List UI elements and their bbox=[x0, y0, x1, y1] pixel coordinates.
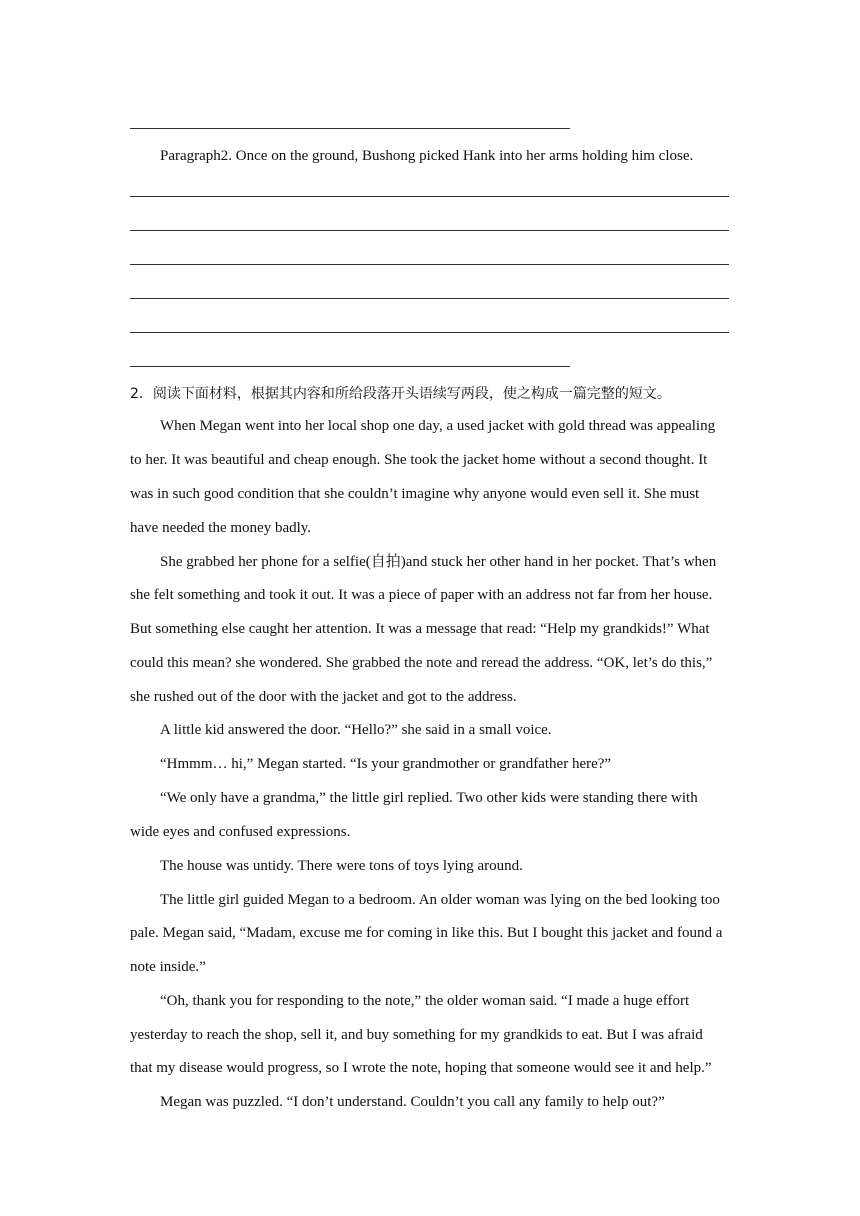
passage-line: A little kid answered the door. “Hello?” she said in a small voice. bbox=[160, 722, 552, 738]
passage-line: she rushed out of the door with the jacket and got to the address. bbox=[130, 689, 517, 705]
passage-line: “Oh, thank you for responding to the note,” the older woman said. “I made a huge effort bbox=[160, 993, 690, 1009]
passage-line: But something else caught her attention. It was a message that read: “Help my grandkids!” What bbox=[130, 621, 710, 637]
passage-line: was in such good condition that she couldn’t imagine why anyone would even sell it. She must bbox=[130, 486, 700, 502]
passage-line: that my disease would progress, so I wrote the note, hoping that someone would see it and help.” bbox=[130, 1060, 712, 1076]
passage-line: “We only have a grandma,” the little girl replied. Two other kids were standing there with bbox=[160, 790, 698, 806]
passage-line: Megan was puzzled. “I don’t understand. Couldn’t you call any family to help out?” bbox=[160, 1094, 665, 1110]
answer-line bbox=[130, 196, 729, 197]
passage-line: pale. Megan said, “Madam, excuse me for coming in like this. But I bought this jacket and found a bbox=[130, 925, 723, 941]
answer-line bbox=[130, 332, 729, 333]
passage-line: The little girl guided Megan to a bedroom. An older woman was lying on the bed looking too bbox=[160, 892, 720, 908]
passage-line: have needed the money badly. bbox=[130, 520, 312, 536]
passage-line: could this mean? she wondered. She grabbed the note and reread the address. “OK, let’s do this,” bbox=[130, 655, 713, 671]
question-2-instruction: 2．阅读下面材料，根据其内容和所给段落开头语续写两段，使之构成一篇完整的短文。 bbox=[130, 386, 671, 402]
answer-line bbox=[130, 230, 729, 231]
paragraph2-prompt: Paragraph2. Once on the ground, Bushong picked Hank into her arms holding him close. bbox=[160, 148, 694, 164]
passage-line: note inside.” bbox=[130, 959, 206, 975]
answer-line bbox=[130, 298, 729, 299]
answer-line bbox=[130, 128, 570, 129]
answer-line bbox=[130, 366, 570, 367]
passage-line: yesterday to reach the shop, sell it, and buy something for my grandkids to eat. But I was afraid bbox=[130, 1027, 703, 1043]
passage-line: to her. It was beautiful and cheap enough. She took the jacket home without a second thought. It bbox=[130, 452, 708, 468]
passage-line: She grabbed her phone for a selfie(自拍)and stuck her other hand in her pocket. That’s when bbox=[160, 554, 717, 570]
passage-line: “Hmmm… hi,” Megan started. “Is your grandmother or grandfather here?” bbox=[160, 756, 612, 772]
passage-line: she felt something and took it out. It was a piece of paper with an address not far from her house. bbox=[130, 587, 713, 603]
passage-line: The house was untidy. There were tons of toys lying around. bbox=[160, 858, 523, 874]
passage-line: When Megan went into her local shop one day, a used jacket with gold thread was appealing bbox=[160, 418, 716, 434]
passage-line: wide eyes and confused expressions. bbox=[130, 824, 351, 840]
answer-line bbox=[130, 264, 729, 265]
